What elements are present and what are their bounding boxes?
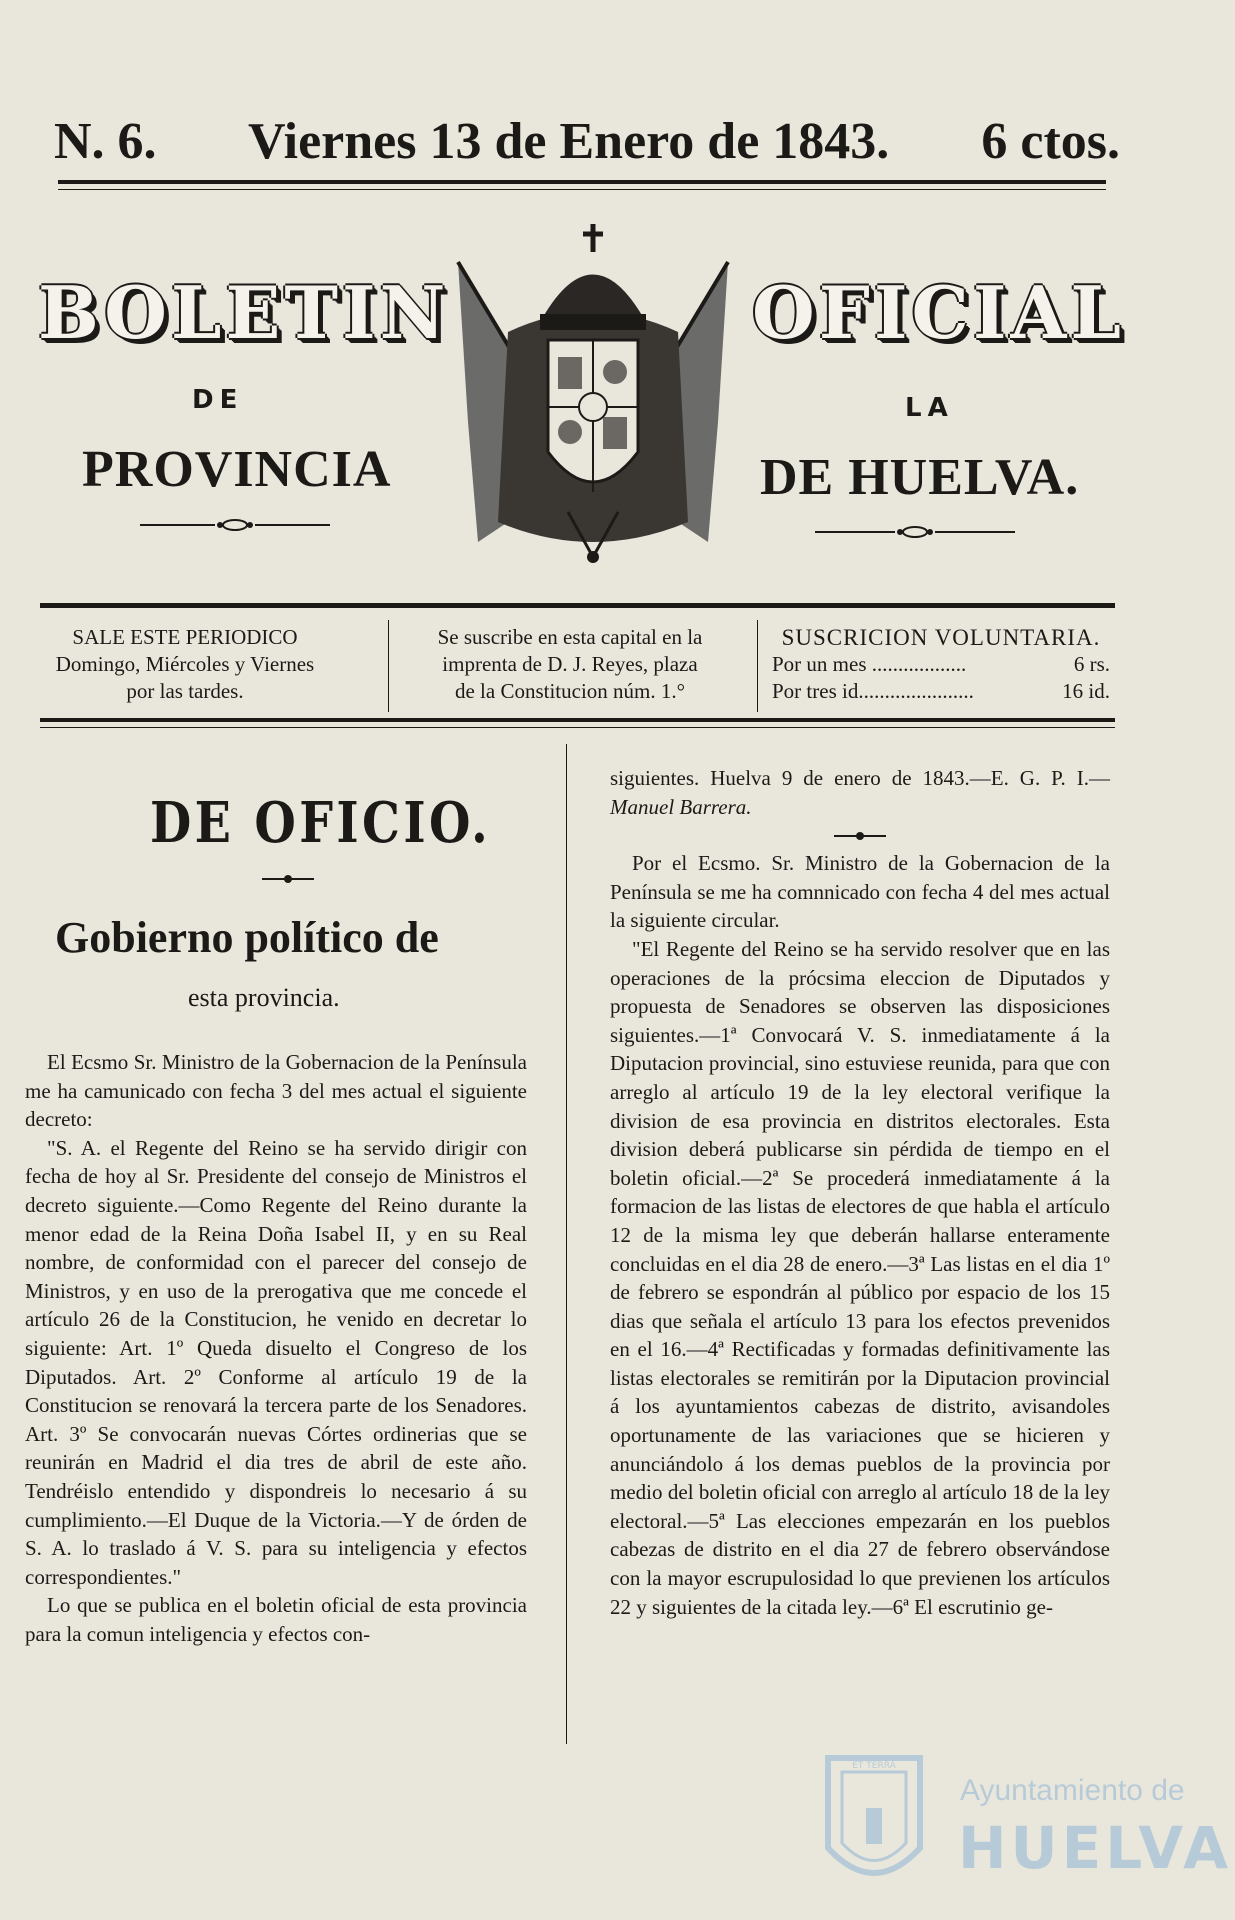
- watermark: [808, 1738, 1233, 1908]
- continuation-text: siguientes. Huelva 9 de enero de 1843.—E. G. P. I.—: [610, 766, 1110, 790]
- city-shield-icon: [822, 1748, 926, 1898]
- issue-number: N. 6.: [54, 113, 157, 170]
- issue-price: 6 ctos.: [981, 113, 1120, 170]
- watermark-line-1: Ayuntamiento de: [960, 1774, 1185, 1807]
- price-row: [772, 678, 1110, 705]
- publication-days-line-1: SALE ESTE PERIODICO: [72, 625, 298, 649]
- subscription-prices: [772, 624, 1110, 705]
- signature: Manuel Barrera.: [610, 794, 752, 819]
- issue-date: Viernes 13 de Enero de 1843.: [248, 113, 890, 170]
- ornament-left-icon: [140, 518, 330, 532]
- subscription-title: SUSCRICION VOLUNTARIA.: [781, 625, 1101, 650]
- strip-rule-bottom: [40, 718, 1115, 722]
- subscription-place-line-1: Se suscribe en esta capital en la: [437, 625, 703, 649]
- left-column: [25, 1048, 527, 1648]
- ornament-right-icon: [815, 525, 1015, 539]
- subscription-place-line-3: de la Constitucion núm. 1.°: [454, 679, 686, 703]
- shield-text: ET TERRA: [852, 1761, 896, 1771]
- section-heading: DE OFICIO.: [150, 790, 492, 856]
- publication-days-line-2: Domingo, Miércoles y Viernes: [55, 652, 315, 676]
- divider-ornament-icon: [262, 874, 314, 884]
- price-label: Por un mes ..................: [772, 652, 967, 676]
- paragraph: Lo que se publica en el boletin oficial de esta provincia para la comun inteligencia y efectos con-: [25, 1593, 527, 1646]
- section-subheading-2: esta provincia.: [188, 983, 340, 1012]
- paragraph: El Ecsmo Sr. Ministro de la Gobernacion de la Península me ha camunicado con fecha 3 del mes actual el siguiente decreto:: [25, 1050, 527, 1132]
- paragraph: "S. A. el Regente del Reino se ha servido dirigir con fecha de hoy al Sr. Presidente del consejo de Ministros el decreto siguiente.—Como Regente del Reino durante la menor edad de la Reina Doña Isabel II, y en su Real nombre, de conformidad con el parecer del consejo de Ministros, y en uso de la prerogativa que me concede el artículo 26 de la Constitucion, he venido en decretar lo siguiente: Art. 1º Queda disuelto el Congreso de los Diputados. Art. 2º Conforme al artículo 19 de la Constitucion se renovará la tercera parte de los Senadores. Art. 3º Se convocarán nuevas Córtes ordinerias que se reunirán en Madrid el dia tres de abril de este año. Tendréislo entendido y dispondreis lo necesario á su cumplimiento.—El Duque de la Victoria.—Y de órden de S. A. lo traslado á V. S. para su inteligencia y efectos correspondientes.": [25, 1135, 527, 1589]
- section-subheading: Gobierno político de: [55, 913, 439, 962]
- right-column: [610, 764, 1110, 1621]
- publication-days-line-3: por las tardes.: [126, 679, 244, 703]
- subscription-place: [395, 624, 745, 705]
- title-oficial: OFICIAL: [752, 270, 1125, 355]
- publication-days: [40, 624, 330, 705]
- title-la: LA: [905, 393, 954, 423]
- price-row: [772, 651, 1110, 678]
- title-provincia: PROVINCIA: [82, 441, 392, 498]
- coat-of-arms-icon: [448, 222, 738, 570]
- price-value: 16 id.: [1062, 679, 1110, 703]
- strip-rule-top: [40, 603, 1115, 608]
- issue-line: [40, 112, 1120, 172]
- divider-ornament-icon: [834, 831, 886, 841]
- masthead-rule-thin: [58, 189, 1106, 190]
- title-boletin: BOLETIN: [38, 270, 450, 355]
- title-de: DE: [192, 385, 244, 415]
- continuation-line: [610, 764, 1110, 821]
- price-label: Por tres id......................: [772, 679, 974, 703]
- subscription-place-line-2: imprenta de D. J. Reyes, plaza: [442, 652, 698, 676]
- watermark-line-2: HUELVA: [958, 1814, 1233, 1882]
- title-de-huelva: DE HUELVA.: [760, 449, 1080, 506]
- strip-divider-1: [388, 620, 389, 712]
- strip-divider-2: [757, 620, 758, 712]
- masthead-rule: [58, 180, 1106, 184]
- paragraph: Por el Ecsmo. Sr. Ministro de la Gobernacion de la Península se me ha comnnicado con fecha 4 del mes actual la siguiente circular.: [610, 851, 1110, 933]
- price-value: 6 rs.: [1073, 652, 1110, 676]
- paragraph: "El Regente del Reino se ha servido resolver que en las operaciones de la prócsima eleccion de Diputados y propuesta de Senadores se observen las disposiciones siguientes.—1ª Convocará V. S. inmediatamente á la Diputacion provincial, sino estuviese reunida, para que con arreglo al artículo 19 de la ley electoral verifique la division de esa provincia en distritos electorales. Esta division deberá publicarse sin pérdida de tiempo en el boletin oficial.—2ª Se procederá inmediatamente á la formacion de las listas de electores de que habla el artículo 12 de la misma ley que deberán hallarse enteramente concluidas en el dia 28 de enero.—3ª Las listas en el dia 1º de febrero se espondrán al público por espacio de los 15 dias que señala el artículo 13 para los efectos prevenidos en el 16.—4ª Rectificadas y formadas definitivamente las listas electorales se remitirán por la Diputacion provincial á los ayuntamientos cabezas de distrito, avisandoles oportunamente de las variaciones que se hicieren y anunciándolo á los demas pueblos de la provincia por medio del boletin oficial con arreglo al artículo 18 de la ley electoral.—5ª Las elecciones empezarán en los pueblos cabezas de distrito en el dia 27 de febrero observándose con la mayor escrupulosidad lo que previenen los artículos 22 y siguientes de la citada ley.—6ª El escrutinio ge-: [610, 936, 1110, 1619]
- column-separator: [566, 744, 567, 1744]
- strip-rule-bottom-thin: [40, 727, 1115, 728]
